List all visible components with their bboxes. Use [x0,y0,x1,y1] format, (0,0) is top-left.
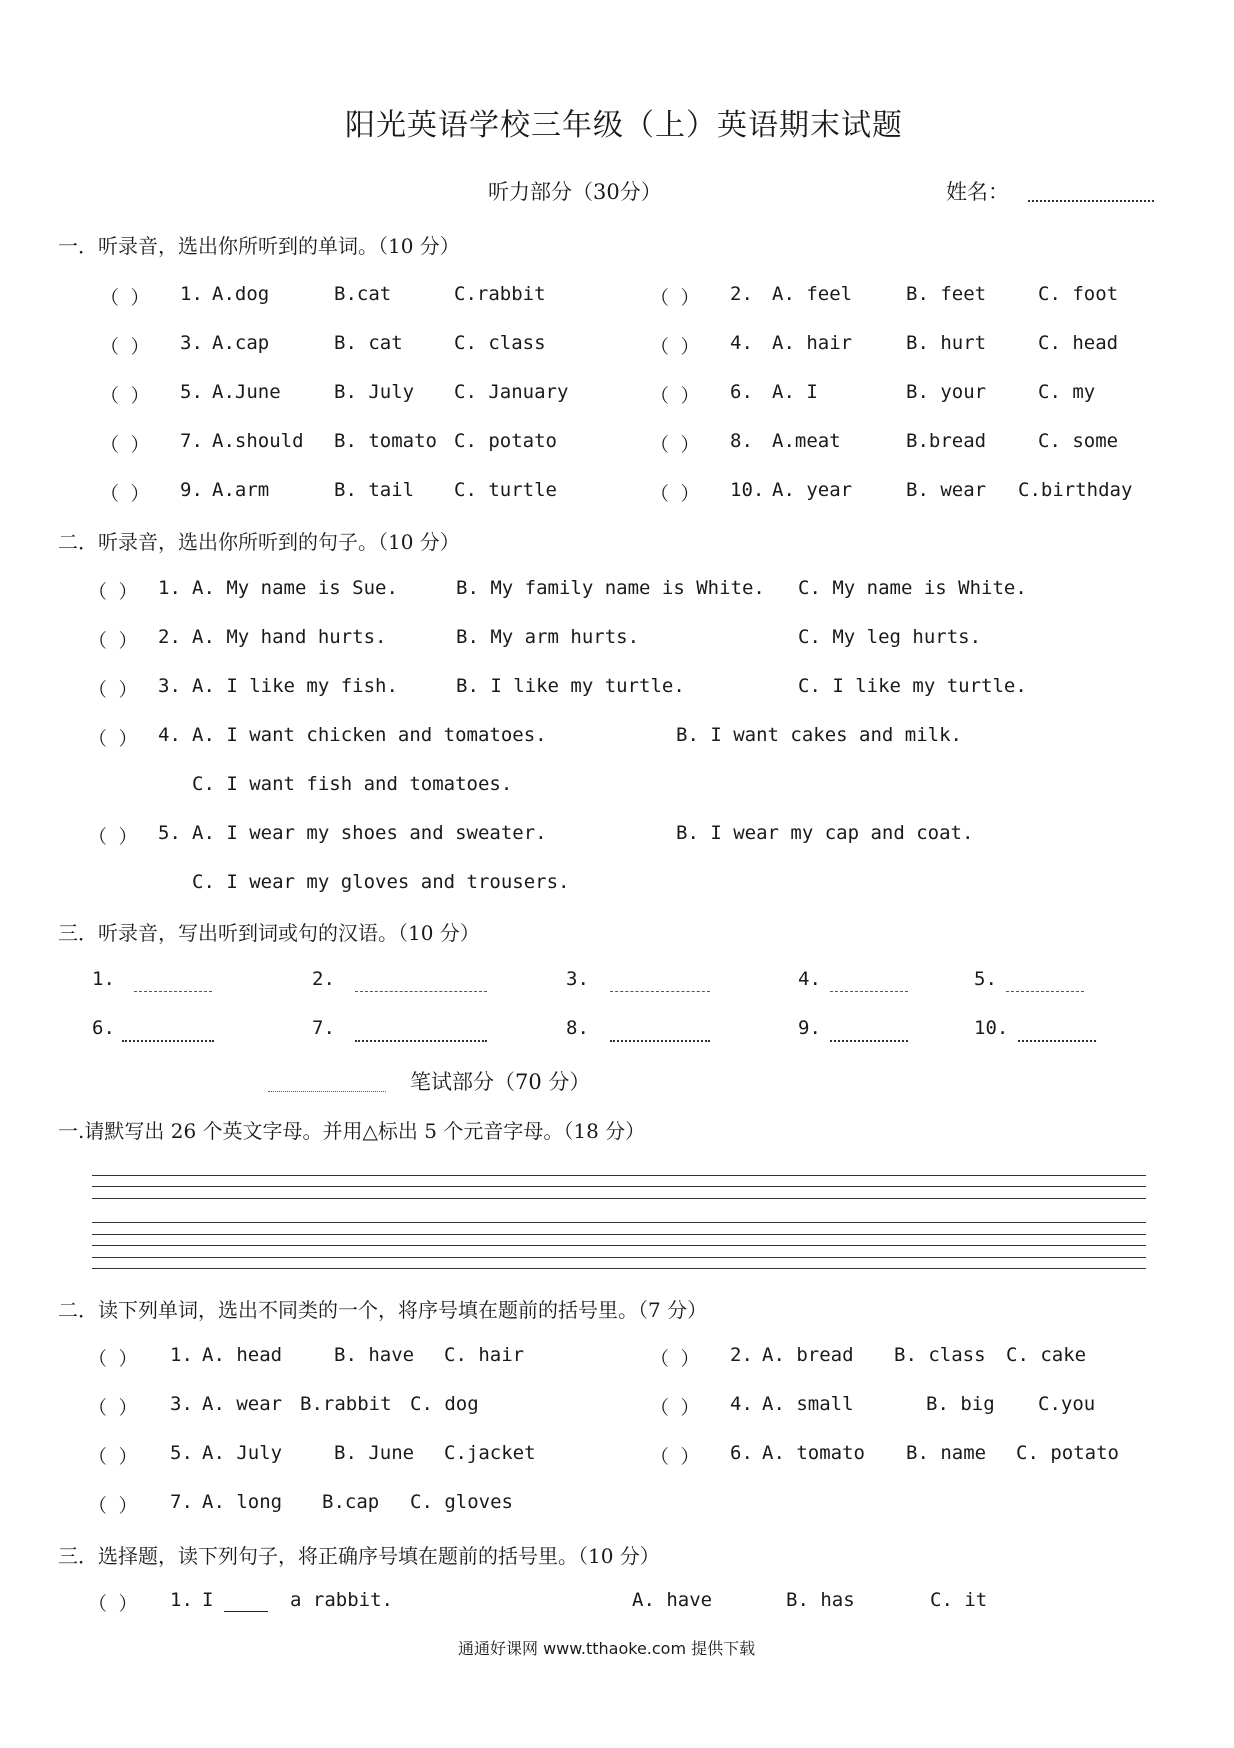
written-part-title: 笔试部分（70 分） [410,1070,591,1094]
answer-blank[interactable] [830,991,908,992]
answer-paren[interactable]: （ ） [88,1446,138,1468]
option-b: B. feet [906,283,987,305]
question-number: 1. [170,1589,193,1611]
option-b: B.cat [334,283,392,305]
blank-number: 2. [312,968,335,990]
option-c: C. cake [1006,1344,1087,1366]
question-number: 2. [158,626,181,648]
option-a: A. have [632,1589,713,1611]
question-number: 2. [730,283,753,305]
question-number: 4. [730,332,753,354]
question-number: 8. [730,430,753,452]
written-sec3-heading: 三．选择题，读下列句子，将正确序号填在题前的括号里。（10 分） [58,1544,660,1568]
option-c: C. some [1038,430,1119,452]
option-b: B. big [926,1393,995,1415]
blank-number: 9. [798,1017,821,1039]
option-a: A. feel [772,283,853,305]
option-a: A. long [202,1491,283,1513]
question-number: 3. [170,1393,193,1415]
answer-paren[interactable]: （ ） [88,728,138,750]
option-b: B. cat [334,332,403,354]
option-a: A. bread [762,1344,854,1366]
option-c: C. turtle [454,479,557,501]
question-number: 6. [730,1442,753,1464]
answer-blank[interactable] [1018,1040,1096,1042]
answer-blank[interactable] [610,991,710,992]
option-c: C. January [454,381,569,403]
writing-line [92,1222,1146,1223]
writing-line [92,1268,1146,1269]
question-number: 2. [730,1344,753,1366]
option-a: A.arm [212,479,270,501]
answer-blank[interactable] [830,1040,908,1042]
answer-paren[interactable]: （ ） [88,630,138,652]
answer-paren[interactable]: （ ） [650,1397,700,1419]
writing-line [92,1234,1146,1235]
option-a: A. I [772,381,818,403]
option-c: C. dog [410,1393,479,1415]
option-a: A.June [212,381,281,403]
option-b: B. wear [906,479,987,501]
option-b: B. hurt [906,332,987,354]
option-c: C.jacket [444,1442,536,1464]
question-number: 4. [730,1393,753,1415]
answer-paren[interactable]: （ ） [88,1593,138,1615]
option-c: C. my [1038,381,1096,403]
option-c: C. foot [1038,283,1119,305]
option-a: A. head [202,1344,283,1366]
blank-number: 6. [92,1017,115,1039]
option-c: C. it [930,1589,988,1611]
option-a: A. tomato [762,1442,865,1464]
option-c: C. I like my turtle. [798,675,1027,697]
answer-blank[interactable] [122,1040,214,1042]
question-number: 3. [158,675,181,697]
answer-paren[interactable]: （ ） [88,679,138,701]
option-c: C. potato [1016,1442,1119,1464]
question-number: 1. [180,283,203,305]
question-number: 7. [180,430,203,452]
question-number: 9. [180,479,203,501]
option-c: C. potato [454,430,557,452]
blank-number: 10. [974,1017,1009,1039]
option-b: B.cap [322,1491,380,1513]
writing-line [92,1245,1146,1246]
answer-blank[interactable] [134,991,212,992]
option-c: C. head [1038,332,1119,354]
answer-paren[interactable]: （ ） [88,1495,138,1517]
name-label: 姓名： [946,180,1009,204]
question-number: 4. [158,724,181,746]
option-c: C. gloves [410,1491,513,1513]
option-c: C.you [1038,1393,1096,1415]
answer-blank[interactable] [355,991,487,992]
option-c: C. I wear my gloves and trousers. [192,871,570,893]
option-b: B.bread [906,430,987,452]
option-b: B. I like my turtle. [456,675,685,697]
written-sec2-heading: 二．读下列单词，选出不同类的一个，将序号填在题前的括号里。（7 分） [58,1298,708,1322]
option-a: A. hair [772,332,853,354]
option-b: B. July [334,381,415,403]
option-c: C. My name is White. [798,577,1027,599]
option-b: B. tail [334,479,415,501]
question-number: 6. [730,381,753,403]
answer-paren[interactable]: （ ） [100,287,150,309]
option-b: B. class [894,1344,986,1366]
option-a: A. year [772,479,853,501]
option-a: A.cap [212,332,270,354]
answer-paren[interactable]: （ ） [88,581,138,603]
option-c: C. hair [444,1344,525,1366]
writing-line [92,1198,1146,1199]
answer-paren[interactable]: （ ） [88,1397,138,1419]
answer-blank[interactable] [355,1040,487,1042]
writing-line [92,1186,1146,1187]
option-a: A.should [212,430,304,452]
option-c: C.birthday [1018,479,1133,501]
listen-sec2-heading: 二．听录音，选出你所听到的句子。（10 分） [58,530,460,554]
option-c: C. My leg hurts. [798,626,982,648]
question-number: 7. [170,1491,193,1513]
answer-paren[interactable]: （ ） [100,434,150,456]
listen-sec1-heading: 一．听录音，选出你所听到的单词。（10 分） [58,234,460,258]
option-b: B. June [334,1442,415,1464]
option-a: A.dog [212,283,270,305]
answer-paren[interactable]: （ ） [100,483,150,505]
option-a: A. My name is Sue. [192,577,398,599]
option-a: A. My hand hurts. [192,626,387,648]
option-b: B. I want cakes and milk. [676,724,962,746]
blank-number: 1. [92,968,115,990]
option-b: B. has [786,1589,855,1611]
option-b: B. My arm hurts. [456,626,640,648]
option-b: B. name [906,1442,987,1464]
question-number: 5. [180,381,203,403]
listen-sec3-heading: 三．听录音，写出听到词或句的汉语。（10 分） [58,921,480,945]
answer-paren[interactable]: （ ） [650,483,700,505]
question-number: 3. [180,332,203,354]
option-b: B. I wear my cap and coat. [676,822,974,844]
option-c: C.rabbit [454,283,546,305]
question-number: 5. [158,822,181,844]
question-number: 10. [730,479,765,501]
option-c: C. class [454,332,546,354]
answer-paren[interactable]: （ ） [100,336,150,358]
answer-blank[interactable] [610,1040,710,1042]
sentence-start: I [202,1589,214,1611]
option-c: C. I want fish and tomatoes. [192,773,513,795]
blank-number: 7. [312,1017,335,1039]
option-b: B.rabbit [300,1393,392,1415]
answer-paren[interactable]: （ ） [650,336,700,358]
option-b: B. My family name is White. [456,577,765,599]
answer-paren[interactable]: （ ） [650,287,700,309]
writing-line [92,1175,1146,1176]
answer-paren[interactable]: （ ） [650,434,700,456]
option-b: B. tomato [334,430,437,452]
name-blank[interactable] [1028,200,1154,202]
answer-paren[interactable]: （ ） [88,826,138,848]
option-a: A. I want chicken and tomatoes. [192,724,547,746]
sentence-end: a rabbit. [290,1589,393,1611]
answer-paren[interactable]: （ ） [650,1446,700,1468]
option-a: A. July [202,1442,283,1464]
blank-number: 5. [974,968,997,990]
question-number: 5. [170,1442,193,1464]
page-title: 阳光英语学校三年级（上）英语期末试题 [345,108,903,143]
fill-blank[interactable] [224,1611,268,1612]
answer-paren[interactable]: （ ） [88,1348,138,1370]
answer-paren[interactable]: （ ） [100,385,150,407]
option-b: B. your [906,381,987,403]
option-a: A.meat [772,430,841,452]
question-number: 1. [170,1344,193,1366]
option-a: A. I like my fish. [192,675,398,697]
blank-number: 8. [566,1017,589,1039]
answer-paren[interactable]: （ ） [650,385,700,407]
footer-text: 通通好课网 www.tthaoke.com 提供下载 [458,1639,756,1658]
option-b: B. have [334,1344,415,1366]
answer-blank[interactable] [1006,991,1084,992]
writing-line [92,1257,1146,1258]
written-sec1-heading: 一.请默写出 26 个英文字母。并用△标出 5 个元音字母。（18 分） [58,1119,646,1143]
question-number: 1. [158,577,181,599]
option-a: A. wear [202,1393,283,1415]
listening-part-title: 听力部分（30分） [488,180,662,204]
decorative-dots [268,1091,386,1092]
option-a: A. I wear my shoes and sweater. [192,822,547,844]
option-a: A. small [762,1393,854,1415]
blank-number: 3. [566,968,589,990]
blank-number: 4. [798,968,821,990]
answer-paren[interactable]: （ ） [650,1348,700,1370]
